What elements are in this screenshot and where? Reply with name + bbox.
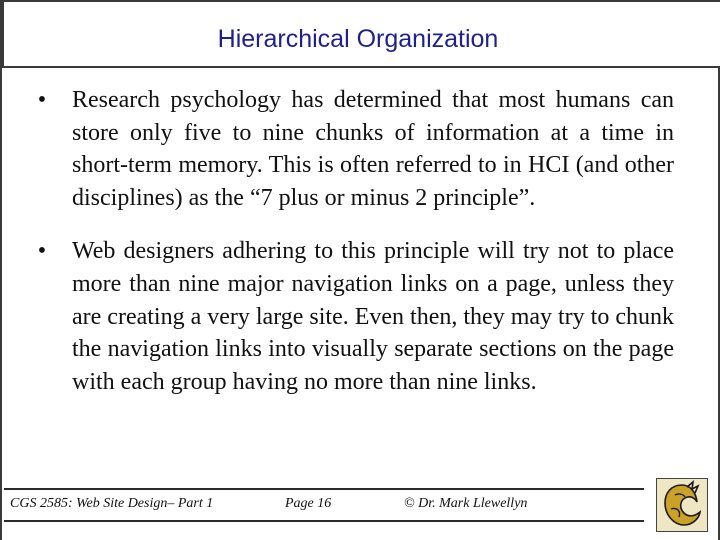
footer-page-number: Page 16 <box>285 496 332 511</box>
bullet-item <box>30 235 674 398</box>
ucf-pegasus-logo-icon <box>656 478 708 532</box>
footer-bar <box>4 488 644 522</box>
bullet-point-icon: • <box>37 87 47 113</box>
bullet-list <box>30 84 674 398</box>
slide-title: Hierarchical Organization <box>217 25 499 53</box>
footer <box>2 488 720 540</box>
footer-author: © Dr. Mark Llewellyn <box>404 496 528 511</box>
footer-course: CGS 2585: Web Site Design– Part 1 <box>10 496 214 511</box>
bullet-text: Web designers adhering to this principle will try not to place more than nine major navigation links on a page, unless they are creating a very large site. Even then, they may try to chunk the navigation links into visually separate sections on the page with each group having no more than nine links. <box>72 238 674 395</box>
title-box <box>2 0 720 68</box>
bullet-point-icon: • <box>37 238 47 265</box>
bullet-text: Research psychology has determined that most humans can store only five to nine chunks of information at a time in short-term memory. This is often referred to in HCI (and other disciplines) as the “7 plus or minus 2 principle”. <box>72 87 674 211</box>
bullet-item <box>30 84 674 214</box>
